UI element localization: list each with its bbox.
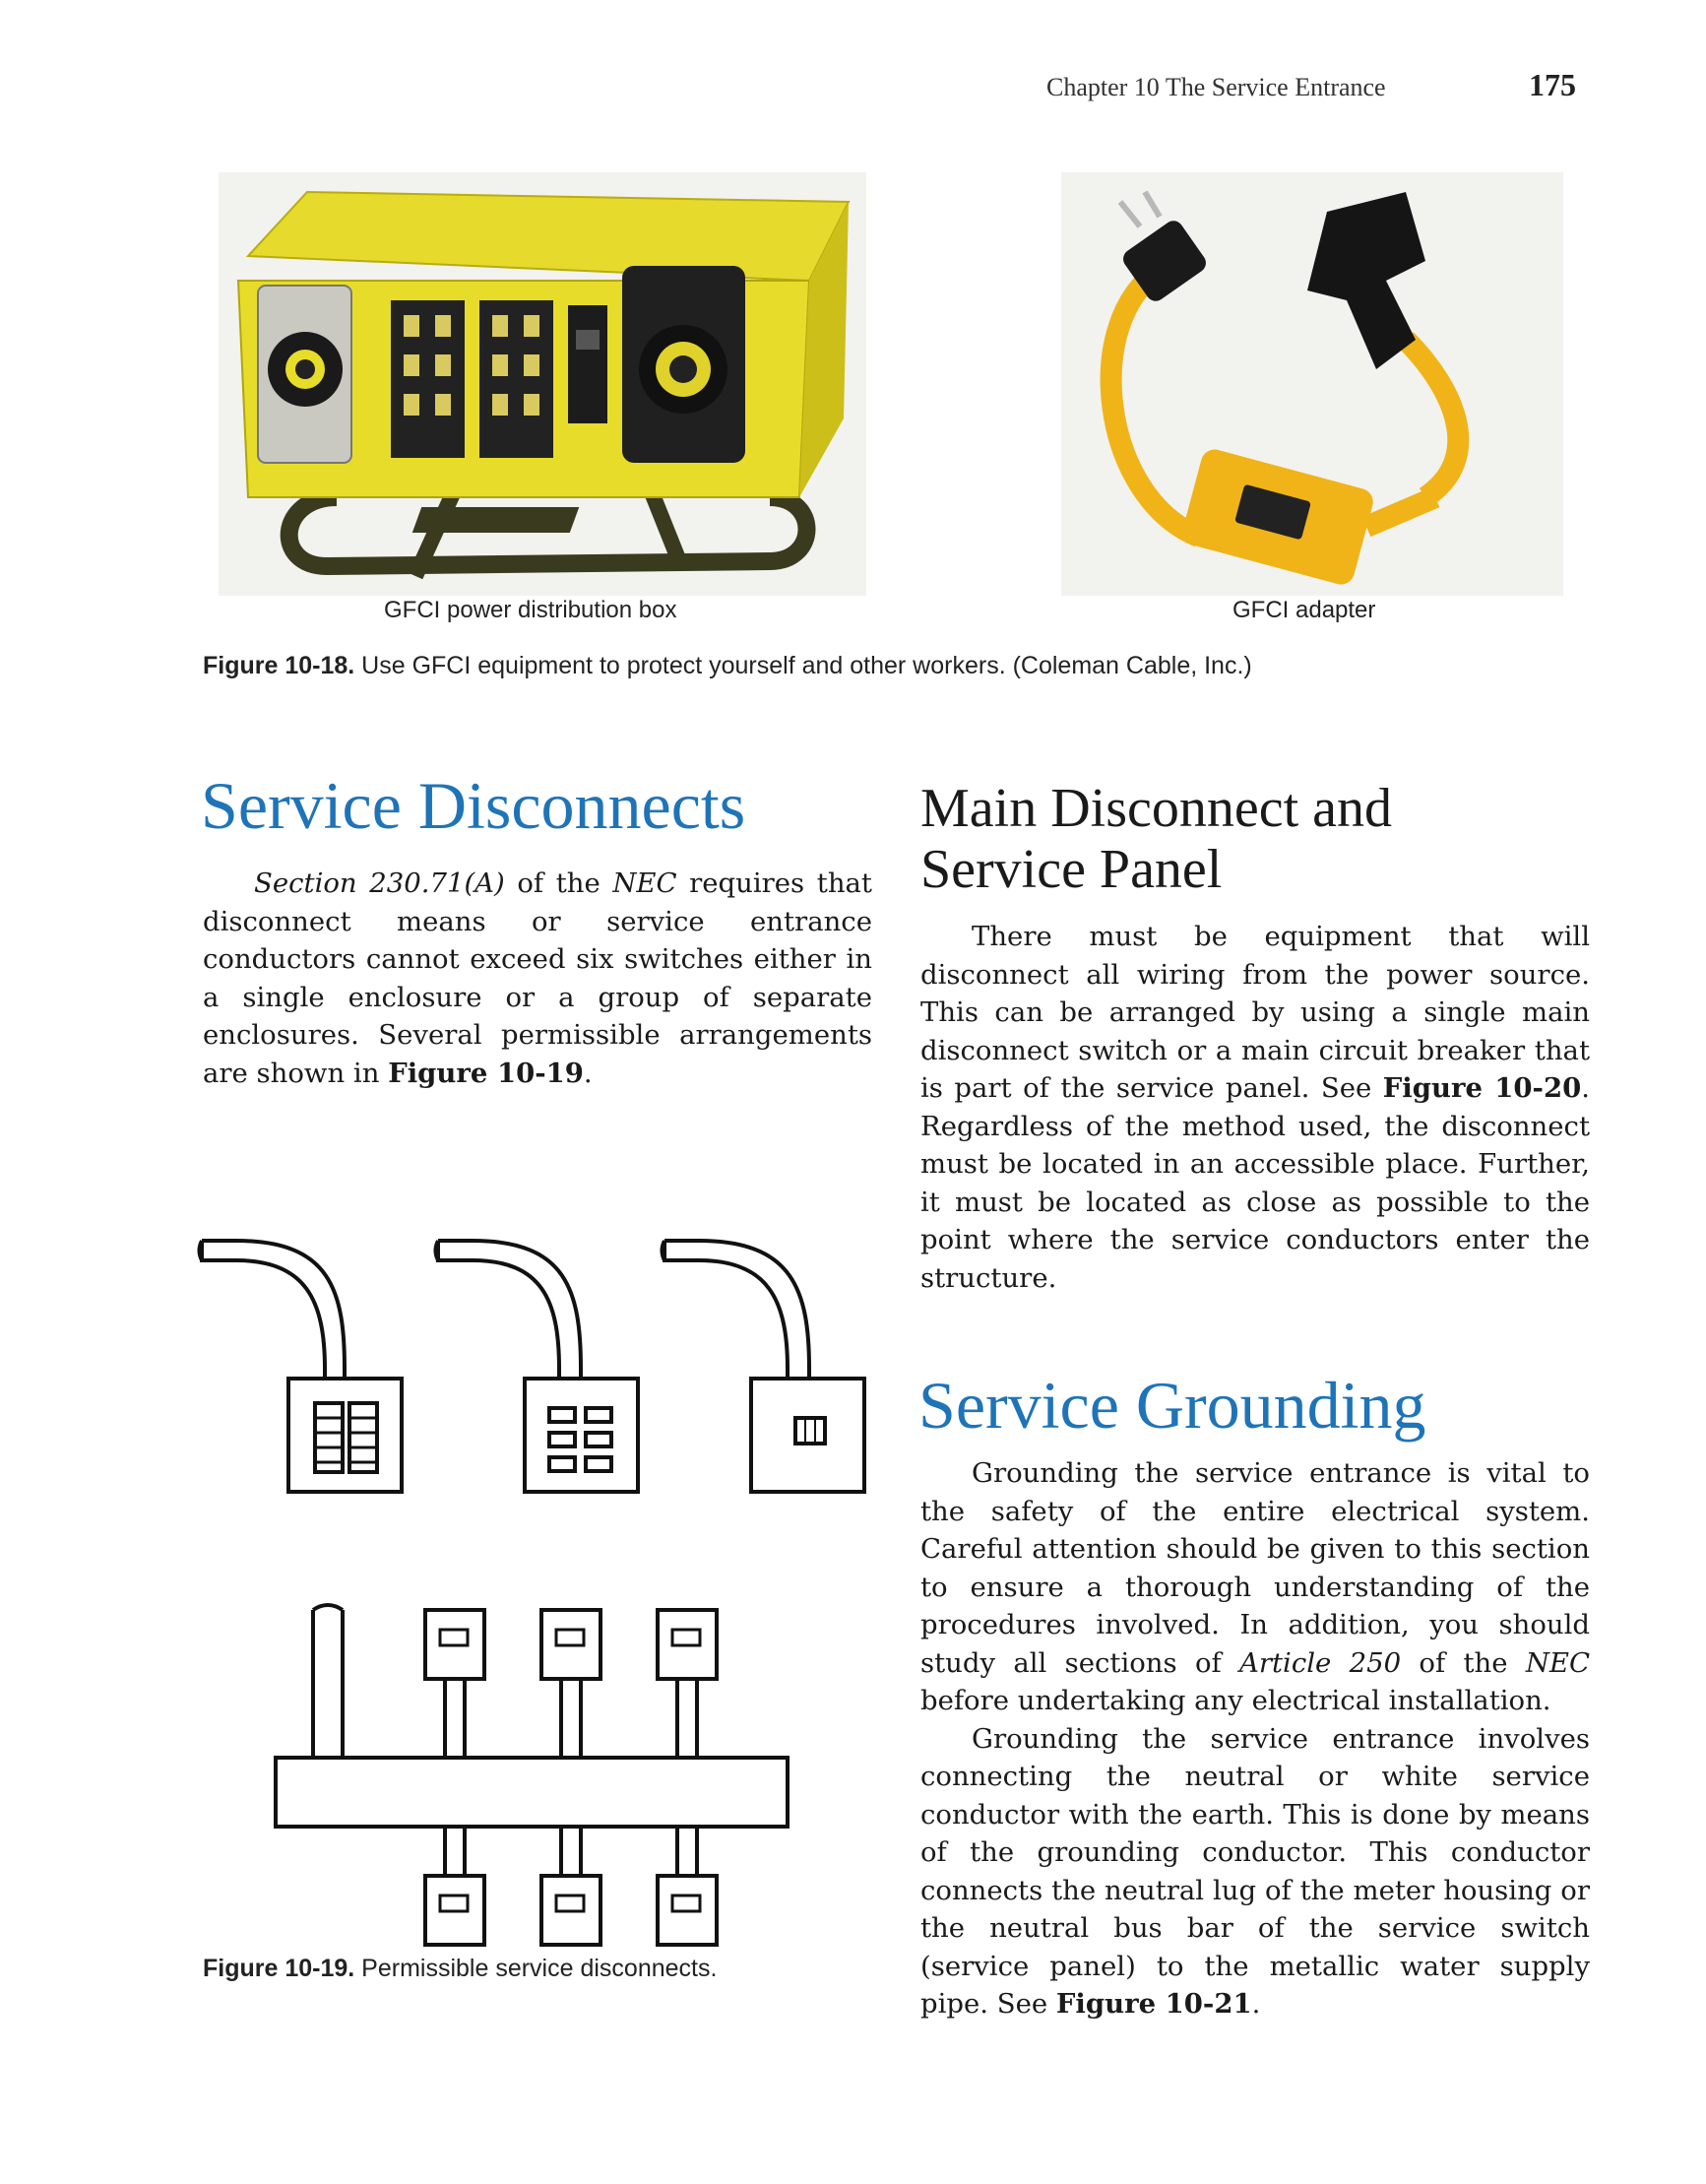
figure-10-18-right-caption: GFCI adapter: [1232, 597, 1376, 623]
figure-10-19-drawing: [197, 1221, 876, 1950]
text-run: There must be equipment that will disconnect all wiring from the power source. This can be arranged by using a single main disconnect switch or a main circuit breaker that is part of the service panel. See: [920, 921, 1590, 1104]
heading-main-disconnect: [920, 778, 1550, 900]
heading-main-disconnect-line1: Main Disconnect and: [920, 778, 1392, 839]
service-grounding-body: [920, 1454, 1590, 2023]
text-run: .: [1251, 1988, 1261, 2020]
gfci-adapter-illustration: [1061, 172, 1563, 596]
figure-reference: Figure 10-21: [1055, 1988, 1252, 2020]
text-run: Grounding the service entrance involves connecting the neutral or white service conductor with the earth. This is done by means of the grounding conductor. This conductor connects the neutral lug of the meter housing or the neutral bus bar of the service switch (service panel) to the metallic water supply pipe. See: [920, 1722, 1590, 2020]
heading-service-disconnects: Service Disconnects: [201, 768, 746, 843]
figure-10-18-label: Figure 10-18.: [203, 652, 355, 679]
text-run: before undertaking any electrical installation.: [920, 1685, 1551, 1716]
gfci-power-distribution-box-photo: [219, 172, 866, 596]
gfci-box-illustration: [219, 172, 866, 596]
text-run: requires that disconnect means or service entrance conductors cannot exceed six switches either in a single enclosure or a group of separate enclosures. Several permissible arrangements are shown in: [203, 867, 872, 1089]
page-number: 175: [1529, 67, 1576, 102]
figure-10-19-caption: [203, 1955, 717, 1983]
figure-10-18-left-caption: GFCI power distribution box: [384, 597, 677, 623]
figure-reference: Figure 10-19: [388, 1057, 584, 1089]
main-disconnect-paragraph: [920, 918, 1590, 1297]
figure-reference: Figure 10-20: [1382, 1072, 1582, 1104]
figure-10-18-caption-text: Use GFCI equipment to protect yourself and other workers. (Coleman Cable, Inc.): [354, 652, 1252, 679]
service-disconnects-paragraph: [203, 865, 872, 1092]
heading-main-disconnect-line2: Service Panel: [920, 839, 1223, 900]
figure-10-19-label: Figure 10-19.: [203, 1955, 355, 1982]
nec-reference: NEC: [1525, 1646, 1590, 1679]
figure-10-18-caption: [203, 652, 1252, 680]
text-run: .: [583, 1057, 593, 1089]
section-reference: Section 230.71(A): [254, 867, 505, 899]
service-disconnects-diagram: [197, 1221, 876, 1950]
text-run: Grounding the service entrance is vital to the safety of the entire electrical system. Careful attention should be given to this section to ensure a thorough understanding of the procedures involved. In addition, you should study all sections of: [920, 1457, 1590, 1679]
figure-10-19-caption-text: Permissible service disconnects.: [354, 1955, 718, 1982]
heading-service-grounding: Service Grounding: [918, 1368, 1426, 1443]
text-run: of the: [504, 867, 613, 899]
text-run: . Regardless of the method used, the disconnect must be located in an accessible place. Further, it must be located as close as possible to the point where the service conductors enter the structure.: [920, 1072, 1590, 1294]
service-grounding-paragraph-2: [920, 1720, 1590, 2023]
gfci-adapter-photo: [1061, 172, 1563, 596]
main-disconnect-body: [920, 918, 1590, 1297]
text-run: of the: [1401, 1646, 1526, 1679]
running-header-chapter: Chapter 10 The Service Entrance: [1046, 73, 1386, 101]
service-grounding-paragraph-1: [920, 1454, 1590, 1720]
nec-reference: NEC: [612, 867, 677, 899]
article-reference: Article 250: [1238, 1646, 1402, 1679]
service-disconnects-body: [203, 865, 872, 1092]
